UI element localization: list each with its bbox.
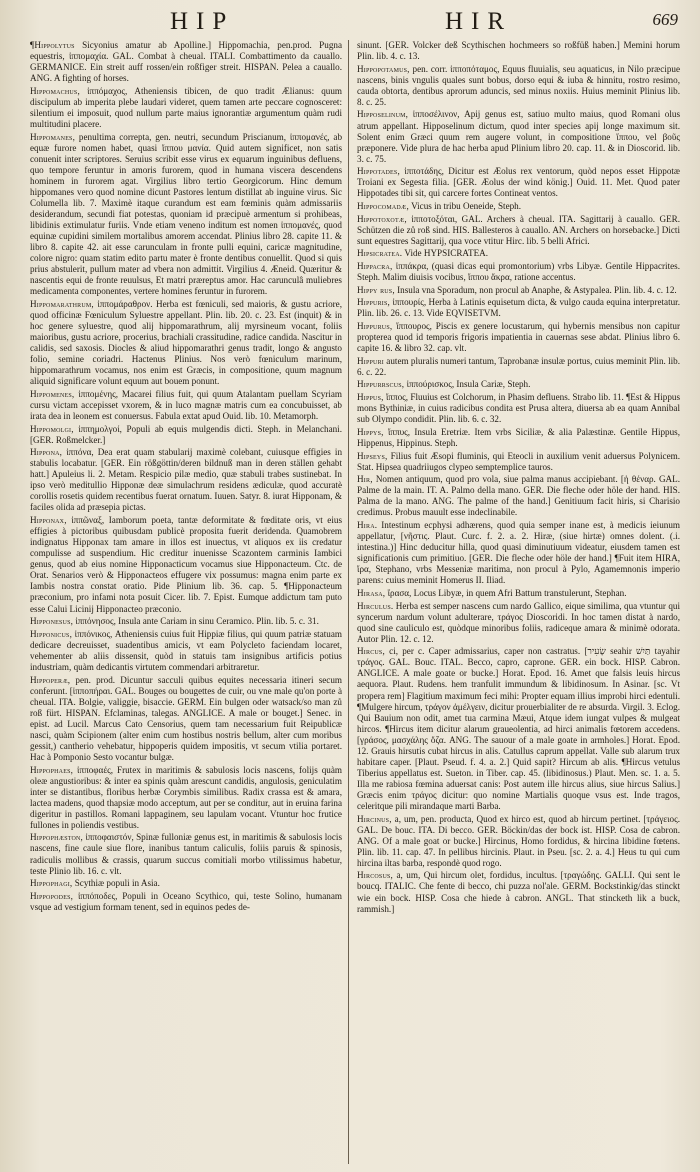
dictionary-entry xyxy=(30,629,342,673)
dictionary-entry xyxy=(357,166,680,199)
dictionary-entry xyxy=(357,392,680,425)
dictionary-entry xyxy=(30,424,342,446)
entry-text: ἵππος, Fluuius est Colchorum, in Phasim defluens. Strabo lib. 11. ¶Est & Hippus mons Bythiniæ, in cuius radicibus condita est Prusa altera, diuersa ab ea quam Annibal sub Olympo condidit. Plin. lib. 6. c. 32. xyxy=(357,392,680,425)
entry-text: ἱπποσέλινον, Apij genus est, satiuo multo maius, quod Romani olus atrum appellant. Hipposelinum dictum, quod inter species apij longe maximum sit. Solent enim Græci quum rem augere volunt, in compositione ἵππου, vel βοῦς præponere. Vide plura de hac herba apud Plinium libro 20. cap. 11. & in Dioscorid. lib. 3. c. 75. xyxy=(357,109,680,164)
entry-headword: Hipponicus, xyxy=(30,628,73,639)
entry-text: ci, per c. Caper admissarius, caper non castratus. [שָׂעִיר seahir תַּיִשׁ tayahir τράγος. GAL. Bouc. ITAL. Becco, capro, caprone. GER. ein bock. HISP. Cabron. ANGLICE. A male goate or bucke.] Horat. Epod. 16. Amet que falsis leuis hircus aequora. Plaut. Rudens. hem tranfulit immundum & libidinosum. In Asinar. [sc. Vt propera rem] Flagitium maximum feci mihi: Propter equam illius improbi hirci edentuli. ¶Mulgere hircum, τράγον ἀμέλγειν, dicitur prouerbialiter de re absurda. Virgil. 3. Eclog. Qui Bauium non odit, amet tua carmina Mæui, Atque idem iungat vulpes & mulgeat hircos. ¶Hircus item dicitur alarum graueolentia, ad hirci animalis fœtorem accedens. [γράσος, μασχάλης ὄζα. ANG. The sauour of a male goate in armholes.] Horat. Epod. 12. Grauis hirsutis cubat hircus in alis. Catullus caprum appellat. Valle sub alarum trux habitare caper. [Plaut. Pseud. f. 4. a. 2.] Quid sapit? Hircum ab alis. ¶Hircus vetulus Tiberius appellatus est. Sueton. in Tiber. cap. 45. (libidinosus.) Plaut. Men. sc. 1. a. 5. Illa me rabiosa fœmina aduersat canis: Post autem ille hircus alius, siue hircus Salius.] Græcis enim τράγος dicitur: quo nomine Martialis quoque vsus est. Inde tragos, celeritque pili mirandaque marti Barba. xyxy=(357,646,680,811)
dictionary-entry xyxy=(357,474,680,518)
entry-text: a, um, pen. producta, Quod ex hirco est, quod ab hircum pertinet. [τράγειος. GAL. De bouc. ITA. Di becco. GER. Böckin/das der bock ist. HISP. Cosa de cabron. ANG. Of a male goat or bucke.] Hircinus, Homo fordidus, & hircina libidine fœtens. Plin. lib. 11. cap. 47. In pellibus hircinis. Plaut. in Pseu. [sc. 2. a. 4.] Heus tu qui cum hircina iltas barba, respondè quod rogo. xyxy=(357,813,680,868)
dictionary-entry xyxy=(357,451,680,473)
text-columns xyxy=(30,40,684,1164)
entry-headword: Hippomachus, xyxy=(30,85,80,96)
entry-text: ἱππόμαχος, Atheniensis tibicen, de quo tradit Ælianus: quum discipulum ab imperita plebe laudari videret, quem tamen arte peccare cognosceret: silentium ei imposuit, quod nullum parte maius ignorantiæ argumentum quàm rudi multitudini placere. xyxy=(30,85,342,129)
dictionary-entry xyxy=(357,64,680,108)
entry-text: ἱππόποδες, Populi in Oceano Scythico, qui, teste Solino, humanam vsque ad vestigium formam tenent, sed in equinos pedes de- xyxy=(30,890,342,912)
entry-headword: Hippotoxotæ, xyxy=(357,213,407,224)
entry-headword: Hippuris, xyxy=(357,297,391,308)
entry-headword: Hippotades, xyxy=(357,166,400,177)
dictionary-entry xyxy=(30,765,342,831)
dictionary-entry xyxy=(30,389,342,422)
dictionary-entry xyxy=(30,515,342,614)
entry-headword: Hippopodes, xyxy=(30,890,74,901)
entry-text: Filius fuit Æsopi fluminis, qui Eteocli in auxilium venit aduersus Polynicem. Stat. Hipsea quadriiugos clypeo semptemplice tauros. xyxy=(357,450,680,472)
entry-text: ἵππουρος, Piscis ex genere locustarum, qui hybernis mensibus non capitur propterea quod id temporis frigoris impatientia in cauernas sese abdat. Plinius libro 6. capite 16. & libro 32. cap. vlt. xyxy=(357,321,680,354)
entry-text: Vide HYPSICRATEA. xyxy=(404,248,489,259)
running-head-left: HIP xyxy=(170,8,235,35)
entry-text: Vicus in tribu Oeneide, Steph. xyxy=(411,201,522,212)
dictionary-entry xyxy=(357,297,680,319)
dictionary-entry xyxy=(357,109,680,164)
dictionary-entry xyxy=(357,601,680,645)
dictionary-entry xyxy=(30,447,342,513)
dictionary-entry xyxy=(357,321,680,354)
entry-text: sinunt. [GER. Volcker deß Scythischen hochmeers so roßfüß haben.] Memini horum Plin. lib. 4. c. 13. xyxy=(357,40,680,62)
dictionary-entry xyxy=(30,40,342,84)
entry-text: ἱππόνα, Dea erat quam stabularij maximè colebant, cuiusque effigies in stabulis locabatur. [GER. Ein rößgöttin/deren bildnuß man in deren ställen gehabt hatt.] Apuleius li. 2. Metam. Respicio pilæ medio, quæ stabuli trabes sustinebat. In ipso verò meditullio Hipponæ deæ simulachrum residens ædiculæ, quod accuratè corollis rosetis quidem recentibus fuerat ornatum. Iuuen. Satyr. 8. iurat Hipponam, & faciles olida ad præsepia pictas. xyxy=(30,447,343,513)
dictionary-entry xyxy=(357,814,680,869)
entry-headword: Hippophaes, xyxy=(30,764,74,775)
entry-headword: Hippomolgi, xyxy=(30,423,74,434)
entry-text: ἱππούρισκος, Insula Cariæ, Steph. xyxy=(406,379,531,390)
entry-headword: Hipponax, xyxy=(30,515,67,526)
entry-headword: ¶Hippolytus xyxy=(30,40,75,50)
entry-headword: Hippomenes, xyxy=(30,388,75,399)
entry-headword: Hirculus. xyxy=(357,600,394,611)
entry-headword: Hircus, xyxy=(357,646,385,657)
entry-text: ἱππάκρα, (quasi dicas equi promontorium) vrbs Libyæ. Gentile Hippacrites. Steph. Malim diuisis vocibus, ἵππου ἄκρα, ratione accentus. xyxy=(357,261,680,283)
entry-text: Sicyonius amatur ab Apolline.] Hippomachia, pen.prod. Pugna equestris, ἱππομαχία. GAL. Combat à cheual. ITALI. Combattimento da cauallo. GERMANICE. Ein streit auff rossen/ein roßfiger streit. HISPAN. Pelea a cauallo. ANG. A fighting of horses. xyxy=(30,40,342,84)
left-column xyxy=(30,40,348,1164)
dictionary-entry xyxy=(357,356,680,378)
dictionary-entry xyxy=(357,520,680,586)
entry-headword: Hippoperæ, xyxy=(30,674,71,685)
dictionary-entry xyxy=(30,891,342,913)
entry-text: ἱππόνησος, Insula ante Cariam in sinu Ceramico. Plin. lib. 5. c. 31. xyxy=(75,616,319,627)
dictionary-entry xyxy=(357,588,680,599)
dictionary-entry xyxy=(357,40,680,62)
dictionary-entry xyxy=(357,285,680,296)
entry-text: a, um, Qui hircum olet, fordidus, incultus. [τραγώδης. GALLI. Qui sent le boucq. ITALIC. Che fente di becco, chi puzza nol'ale. GERM. Bockstinkig/das stinckt wie ein bock. HISP. Cosa che hiede à cabron. ANGL. That stincketh lik a buck, rammish.] xyxy=(357,870,680,914)
running-head-right: HIR xyxy=(445,8,513,35)
entry-text: ἱπποτάδης, Dicitur est Æolus rex ventorum, quòd nepos esset Hippotæ Troiani ex Segesta filia. [GER. Æolus der wind könig.] Ouid. 11. Met. Quod pater Hippotades tibi sit, qui carcere fortes Contineat ventos. xyxy=(357,166,680,199)
dictionary-entry xyxy=(357,379,680,390)
entry-headword: Hircinus, xyxy=(357,813,392,824)
entry-headword: Hippomarathrum, xyxy=(30,298,94,309)
entry-headword: Hirasa, xyxy=(357,587,386,598)
entry-headword: Hippys, xyxy=(357,426,384,437)
right-column xyxy=(348,40,680,1164)
entry-text: autem pluralis numeri tantum, Taprobanæ insulæ portus, cuius meminit Plin. lib. 6. c. 22. xyxy=(357,355,680,377)
dictionary-entry xyxy=(357,248,680,259)
dictionary-entry xyxy=(30,299,342,387)
entry-headword: Hippurus, xyxy=(357,321,393,332)
entry-headword: Hipposelinum, xyxy=(357,109,409,120)
dictionary-entry xyxy=(30,132,342,298)
page-number: 669 xyxy=(652,10,678,29)
entry-text: ἱπποφαές, Frutex in maritimis & sabulosis locis nascens, folijs quàm oleæ angustioribus: & inter ea spinis quàm arescunt candidis, angulosis, geniculatim inter se distantibus, floribus herbæ Corymbis similibus. Radix crassa est & amara, lactea madens, quod thapsiæ modo acceptum, aut per se conditur, aut in eruina farina digeritur in pastillos. Romani lappaginem, seu lapulam vocant. Vtuntur hoc frutice fullones in poliendis vestibus. xyxy=(30,764,342,830)
dictionary-entry xyxy=(357,427,680,449)
dictionary-entry xyxy=(357,870,680,914)
entry-text: ἱπποτοξόται, GAL. Archers à cheual. ITA. Sagittarij à cauallo. GER. Schützen die zů roß sind. HIS. Ballesteros à cauallo. AN. Archers on horsebacke.] Dicti sunt equestres Sagittarij, qua voce vtitur Hirc. lib. 5 belli Africi. xyxy=(357,213,680,246)
entry-text: ἱππουρίς, Herba à Latinis equisetum dicta, & vulgo cauda equina interpretatur. Plin. lib. 26. c. 13. Vide EQVISETVM. xyxy=(357,297,680,319)
entry-text: pen. corr. ἱπποπόταμος, Equus fluuialis, seu aquaticus, in Nilo præcipue nascens, binis vngulis quales sunt bobus, dorso equi & iuba & hinnitu, rostro resimo, cauda obtorta, dentibus aprorum aduncis, sed minus noxiis. Huius meminit Plinius lib. 8. c. 25. xyxy=(357,63,680,107)
entry-headword: Hippurrscus, xyxy=(357,379,405,390)
entry-text: penultima correpta, gen. neutri, secundum Priscianum, ἱππομανές, ab equæ furore nomen habet, quasi ἵππου μανία. Quid autem significet, non satis conuenit inter scriptores. Seruius scribit esse virus ex equarum inguinibus defluens, quo tempore feruntur in amoris furorem, quod in humana viscera descendens hominem in furorem agat. Virgilius libro tertio Georgicorum. Hinc demum hippomanes vero quod nomine dicunt Pastores lentum distillat ab inguine virus. Sic Columella lib. 7. Maximè itaque curandum est eam fœminis quàm admissariis desiderandum, secundi fiat potestas, quoniam id præcipuè armentum si prohibeas, libidinis extimulatur furiis. Vnde etiam veneno inditum est nomen ἱππομανές, quod equinæ cupidini similem mortalibus amorem accendat. Plinius libro 28. capite 11. & libro 8. capite 42. ait esse carunculam in fronte pulli equini, caricæ magnitudine, colore nigro: quam statim edito partu mater è fronte dentibus conuellit. Quod si quis prius abstulerit, pullum mater ad vbera non admittit. Virgilius 4. Æneid. Quæritur & nascentis equi de fronte reuulsus, Et matri præreptus amor. Hac carunculâ muliebres medicamenta componentes, vertere homines feruntur in furorem. xyxy=(30,131,343,297)
dictionary-entry xyxy=(357,646,680,812)
entry-text: ἵππυς, Insula Eretriæ. Item vrbs Siciliæ, & alia Palæstinæ. Gentile Hippus, Hippenus, Hippinus. Steph. xyxy=(357,426,680,448)
dictionary-entry xyxy=(30,832,342,876)
entry-text: ἱππῶναξ, Iamborum poeta, tantæ deformitate & fœditate oris, vt eius effigies à pictoribus quibusdam publicè proposita fuerit deridenda. Quamobrem indignatus Hipponax tam amare in illos est inuectus, vt aliquos ex iis credatur compulisse ad suspendium. Hic creditur inuenisse Scazontem carminis Iambici genus, quod ab eius nomine Hipponacticum vocamus siue Hipponacteum. Ctc. de Orat. Senarios verò & Hipponacteos effugere vix possumus: magna enim parte ex Iambis nostra constat oratio. Pide Plinium lib. 36. cap. 5. ¶Hipponacteum præconium, pro infami nota posuit Cicer. lib. 7. Epist. Eumque addictum tam puto esse Calui Licinij Hipponacteo præconio. xyxy=(30,515,342,614)
entry-text: pen. prod. Dicuntur sacculi quibus equites necessaria itineri secum conferunt. [ἱπποπήραι. GAL. Bouges ou bougettes de cuir, ou vne male qu'on porte à cheual. ITA. Bolgie, valiggie, bisaccie. GERM. Ein bulgen oder watsack/so man zů roß fürt. HISPAN. Efclaminas, talegas. ANGLICE. A male or bouget.] Senec. in epist. ad Lucil. Marcus Cato Censorius, quem tam necessarium fuit Reipublicæ nasci, quàm Scipionem (alter enim cum hostibus nostris bellum, alter cum moribus gessit,) cantherio vehebatur, hippoperis quidem impositis, vt secum vtilia portaret. Hac à Pomponio Sesto vocantur bulgæ. xyxy=(30,674,343,762)
entry-headword: Hippophagi, xyxy=(30,878,73,889)
entry-headword: Hippus, xyxy=(357,392,384,403)
entry-headword: Hipseys, xyxy=(357,450,388,461)
entry-headword: Hippomanes, xyxy=(30,131,76,142)
entry-text: Intestinum ecphysi adhærens, quod quia semper inane est, à medicis ieiunum appellatur, [νῆστις. Plaut. Curc. f. 2. a. 2. Hiræ, (siue hirtæ) omnes dolent. (.i. intestina.)] Hinc deducitur hilla, quod quasi diminutiuum videatur, eiusdem tamen est significationis cum primitiuo. [GER. Die fleche oder höle der hand.] ¶Fuit item HIRA, ἵρα, Stephano, vrbs Messeniæ maritima, non procul à Pylo, Agamemnonis imperio parens: cuius meminit Homerus II. Iliad. xyxy=(357,520,680,586)
entry-headword: Hipsicratea. xyxy=(357,248,403,259)
entry-text: Scythiæ populi in Asia. xyxy=(74,878,160,889)
entry-headword: Hippuri xyxy=(357,355,384,366)
entry-headword: Hippona, xyxy=(30,447,63,458)
dictionary-entry xyxy=(357,214,680,247)
entry-headword: Hippacra, xyxy=(357,261,393,272)
entry-headword: Hippopotamus, xyxy=(357,63,410,74)
entry-headword: Hira. xyxy=(357,520,378,531)
page-header xyxy=(30,8,684,36)
entry-headword: Hippy rus, xyxy=(357,284,395,295)
entry-text: ἴρασα, Locus Libyæ, in quem Afri Battum transtulerunt, Stephan. xyxy=(387,587,627,598)
entry-text: ἱππομάραθρον. Herba est fœniculi, sed maioris, & gustu acriore, quod officinæ Fœniculum Syluestre appellant. Plin. lib. 20. c. 23. Est (inquit) & in hoc genere syluestre, quod alij hippomarathrum, alij myrsineum vocant, foliis maioribus, gustu acriore, procerius, brachiali crassitudine, radice candida. Nascitur in calidis, sed saxosis. Diocles & aliud hippomarathri genus tradit, longo & angusto folio, semine coriadri. Hactenus Plinius. Nos verò fœniculum marinum, hippomarathrum vocamus, nos enim est Græcis, in compositione, quum magnum aliquid significare volunt equum aut bouem ponunt. xyxy=(30,298,343,387)
dictionary-entry xyxy=(30,878,342,889)
entry-text: ἱππόνικος, Atheniensis cuius fuit Hippiæ filius, qui quum patriæ statuam dedicare decreuisset, suadentibus amicis, vt eam Polycleto faciendam locaret, vehementer ab aliis dissensit, quòd in statuis tam insignibus artificis potius industriam, quàm dedicantis virtutem commendari arbitraretur. xyxy=(30,628,343,672)
entry-text: ἱππομένης, Macarei filius fuit, qui quum Atalantam puellam Scyriam cursu victam accepisset vxorem, & in luco magnæ matris cum ea concubuisset, ab irata dea in leonem est conuersus. Fabula extat apud Ouid. lib. 10. Metamorph. xyxy=(30,388,343,421)
entry-headword: Hippocomadæ, xyxy=(357,201,409,212)
dictionary-entry xyxy=(30,616,342,627)
entry-text: ἱππημολγοί, Populi ab equis mulgendis dicti. Steph. in Melanchani. [GER. Roßmelcker.] xyxy=(30,423,342,445)
dictionary-entry xyxy=(357,201,680,212)
entry-text: Insula vna Sporadum, non procul ab Anaphe, & Astypalea. Plin. lib. 4. c. 12. xyxy=(397,284,677,295)
entry-headword: Hir, xyxy=(357,474,373,485)
dictionary-entry xyxy=(30,86,342,130)
entry-text: ἱπποφαιστόν, Spinæ fulloniæ genus est, in maritimis & sabulosis locis nascens, fine caule siue flore, inanibus tantum caliculis, foliis paruis & spinosis, radiculis mollibus & crassis, quarum succus comitiali morbo vtilissimus habetur, teste Plinio lib. 16. c. vlt. xyxy=(30,832,342,876)
entry-headword: Hipponesus, xyxy=(30,616,74,627)
dictionary-entry xyxy=(357,261,680,283)
entry-headword: Hircosus, xyxy=(357,870,394,881)
entry-headword: Hippophæston, xyxy=(30,832,84,843)
entry-text: Nomen antiquum, quod pro vola, siue palma manus accipiebant. [ἡ θέναρ. GAL. Palme de la main. IT. A. Palmo della mano. GER. Die fleche oder höle der hand. HIS. Palma de la mano. ANG. The palme of the hand.] Genitiuum facit hiris, si Charisio credimus. Probus mauult esse indeclinabile. xyxy=(357,474,680,518)
dictionary-entry xyxy=(30,675,342,763)
entry-text: Herba est semper nascens cum nardo Gallico, eique similima, qua vtuntur qui syncerum nardum volunt adulterare, τράγος Dioscoridi. In hoc tamen distat à nardo, quod sine cauliculo est, quòdque minoribus foliis, radiceque amara & minimè odorata. Autor Plin. 12. c. 12. xyxy=(357,600,680,644)
